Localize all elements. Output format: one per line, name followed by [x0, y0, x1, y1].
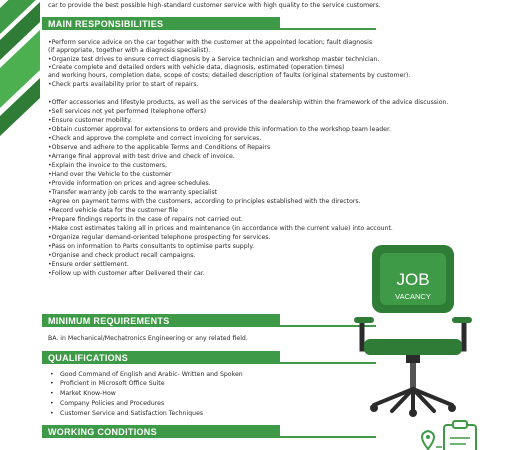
list-item: • Company Policies and Procedures — [60, 400, 164, 408]
list-item: •Follow up with customer after Delivered their car. — [48, 270, 205, 277]
list-item: • Good Command of English and Arabic- Written and Spoken — [60, 371, 243, 379]
list-item: •Arrange final approval with test drive and check of invoice. — [48, 153, 235, 160]
list-item: •Ensure customer mobility. — [48, 117, 132, 124]
list-item: •Create complete and detailed orders with vehicle data, diagnosis, estimated (operation times) — [48, 64, 345, 71]
intro-text: car to provide the best possible high-standard customer service with high quality to the service customers. — [48, 2, 381, 9]
minimum-requirement-text: BA. in Mechanical/Mechatronics Engineering or any related field. — [48, 335, 248, 342]
list-item: •Organise and check product recall campaigns. — [48, 252, 196, 259]
job-sign-title: JOB — [396, 270, 430, 289]
list-item: •Check and approve the complete and correct invoicing for services. — [48, 135, 262, 142]
job-vacancy-chair-illustration — [350, 235, 500, 450]
list-item: •Hand over the Vehicle to the customer — [48, 171, 172, 178]
list-item: • Market Know-How — [60, 390, 116, 398]
section-header-qualifications: QUALIFICATIONS — [42, 351, 280, 364]
list-item: •Ensure order settlement. — [48, 261, 129, 268]
list-item: • Customer Service and Satisfaction Techniques — [60, 410, 203, 418]
section-underline — [280, 28, 376, 30]
location-pin-icon — [422, 431, 434, 449]
list-item: • Proficient in Microsoft Office Suite — [60, 380, 165, 388]
list-item: •Offer accessories and lifestyle products, as well as the services of the dealership within the framework of the advice discussion. — [48, 99, 449, 106]
list-item: •Pass on information to Parts consultants to optimise parts supply. — [48, 243, 255, 250]
list-item: •Provide information on prices and agree schedules. — [48, 180, 211, 187]
list-item: •Sell services not yet performed (telephone offers) — [48, 108, 207, 115]
list-item: •Agree on payment terms with the customers, according to principles established with the directors. — [48, 198, 361, 205]
section-header-working-conditions: WORKING CONDITIONS — [42, 425, 280, 438]
section-header-minimum-requirements: MINIMUM REQUIREMENTS — [42, 314, 280, 327]
list-item: •Prepare findings reports in the case of repairs not carried out. — [48, 216, 244, 223]
list-item: •Organize regular demand-oriented telephone prospecting for services. — [48, 234, 271, 241]
list-item: •Check parts availability prior to start of repairs. — [48, 81, 199, 88]
list-item: •Make cost estimates taking all in prices and maintenance (in accordance with the current value) into account. — [48, 225, 393, 232]
list-item: •Record vehicle data for the customer file — [48, 207, 179, 214]
list-item: •Observe and adhere to the applicable Terms and Conditions of Repairs — [48, 144, 271, 151]
list-item: •Organize test drives to ensure correct diagnosis by a Service technician and workshop master technician. — [48, 56, 380, 63]
clipboard-icon — [444, 421, 476, 450]
list-item: (if appropriate, together with a diagnosis specialist). — [48, 47, 211, 54]
list-item: •Obtain customer approval for extensions to orders and provide this information to the workshop team leader. — [48, 126, 391, 133]
section-header-responsibilities: MAIN RESPONSIBILITIES — [42, 17, 280, 30]
list-item: •Perform service advice on the car together with the customer at the appointed location; fault diagnosis — [48, 39, 373, 46]
job-sign-subtitle: VACANCY — [395, 292, 431, 301]
list-item: and working hours, completion date, scope of costs; detailed description of faults (original statements by customer). — [48, 72, 411, 79]
list-item: •Transfer warranty job cards to the warranty specialist — [48, 189, 218, 196]
diagonal-stripes-decoration — [0, 0, 40, 180]
list-item: •Explain the invoice to the customers, — [48, 162, 167, 169]
